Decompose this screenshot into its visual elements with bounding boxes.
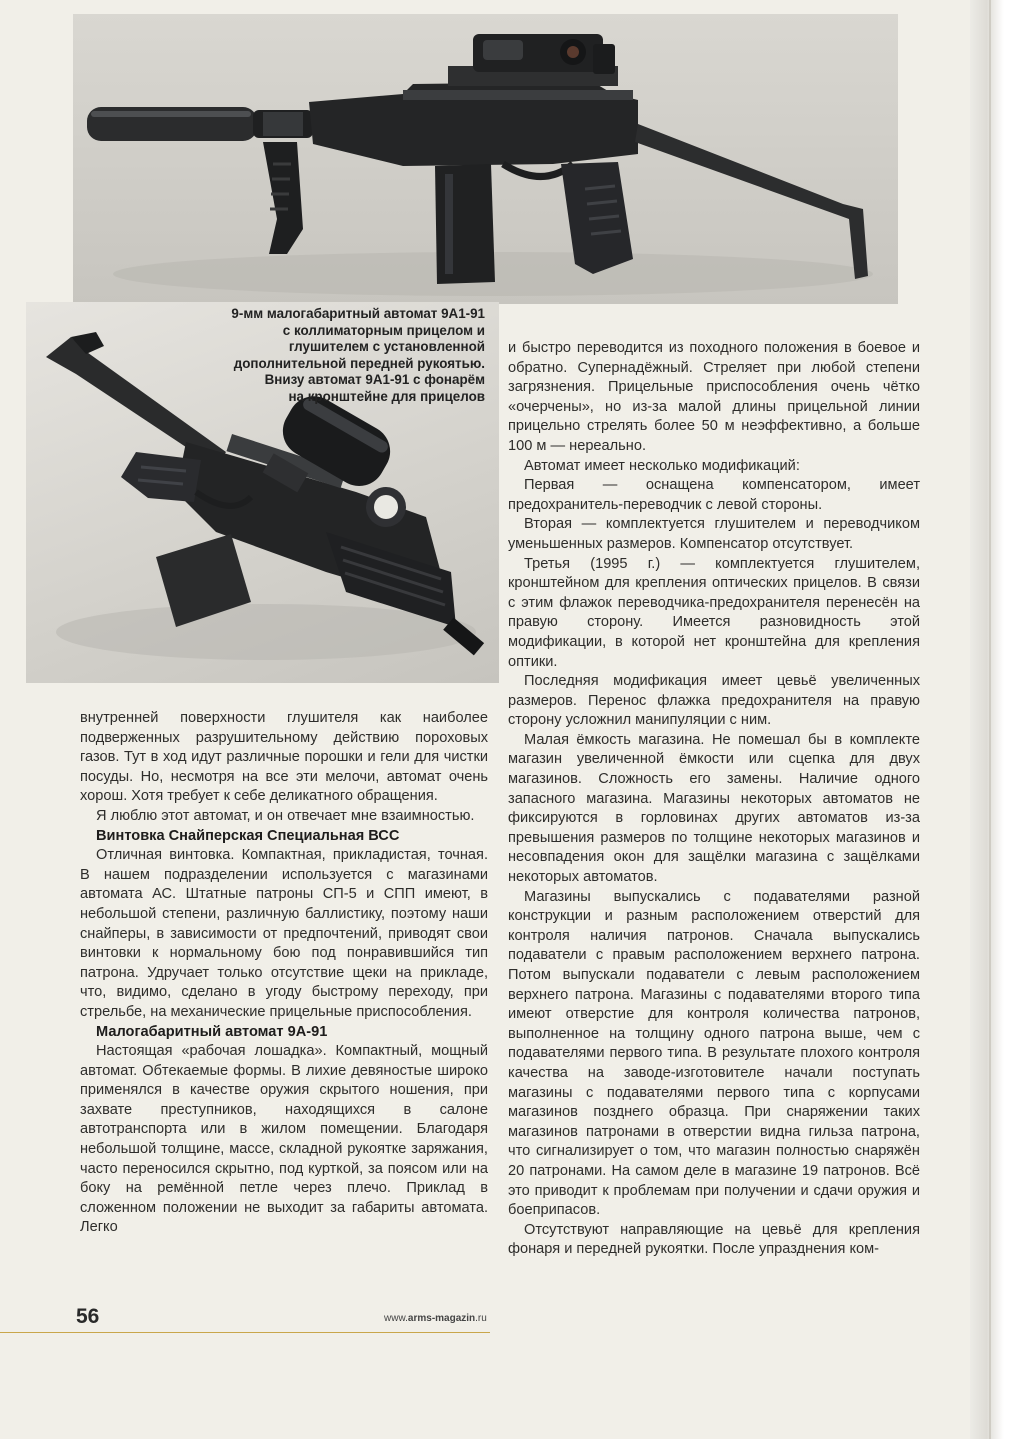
right-text-column bbox=[508, 339, 920, 1260]
caption-line: Внизу автомат 9А1-91 с фонарём bbox=[264, 372, 485, 388]
magazine-url bbox=[384, 1313, 487, 1324]
body-paragraph: Малая ёмкость магазина. Не помешал бы в комплекте магазин увеличенной ёмкости или сцепка для двух магазинов. Сложность его замены. Наличие одного запасного магазина. Магазины некоторых автоматов не фиксируются в горловинах других автоматов из-за превышения размеров по толщине некоторых магазинов и несовпадения окон для защёлки магазина с защёлками некоторых автоматов. bbox=[508, 731, 920, 886]
body-paragraph: Я люблю этот автомат, и он отвечает мне взаимностью. bbox=[96, 807, 475, 824]
page-gutter bbox=[989, 0, 991, 1439]
caption-line: глушителем с установленной bbox=[288, 339, 485, 355]
rifle-with-suppressor-illustration bbox=[73, 14, 898, 304]
caption-line: с коллиматорным прицелом и bbox=[282, 322, 485, 338]
caption-line: дополнительной передней рукоятью. bbox=[233, 355, 485, 371]
body-paragraph: Первая — оснащена компенсатором, имеет предохранитель-переводчик с левой стороны. bbox=[508, 477, 920, 513]
body-paragraph: внутренней поверхности глушителя как наиболее подверженных разрушительному действию пороховых газов. Тут в ход идут различные порошки и гели для чистки посуды. Но, несмотря на все эти мелочи, автомат очень хорош. Хотя требует к себе деликатного обращения. bbox=[80, 710, 488, 805]
url-suffix: .ru bbox=[475, 1313, 487, 1324]
page-number: 56 bbox=[76, 1305, 100, 1328]
body-paragraph: Отличная винтовка. Компактная, прикладистая, точная. В нашем подразделении используется с магазинами автомата АС. Штатные патроны СП-5 и СПП имеют, в небольшой степени, различную баллистику, поэтому наши снайперы, в зависимости от предпочтений, приводят свои винтовки к нормальному бою под понравившийся тип патрона. Удручает только отсутствие щеки на прикладе, что, видимо, сделано в угоду быстрому переходу, при стрельбе, на механические прицельные приспособления. bbox=[80, 847, 488, 1020]
body-paragraph: и быстро переводится из походного положения в боевое и обратно. Супернадёжный. Стреляет при любой степени загрязнения. Прицельные приспособления очень чётко «очерчены», но из-за малой длины прицельной линии прицельно стрелять более 50 м неэффективно, а больше 100 м — нереально. bbox=[508, 340, 920, 454]
body-paragraph: Последняя модификация имеет цевьё увеличенных размеров. Перенос флажка предохранителя на правую сторону усложнил манипуляции с ним. bbox=[508, 673, 920, 729]
left-text-column bbox=[80, 709, 488, 1238]
section-heading: Малогабаритный автомат 9А-91 bbox=[96, 1023, 328, 1040]
body-paragraph: Вторая — комплектуется глушителем и переводчиком уменьшенных размеров. Компенсатор отсутствует. bbox=[508, 516, 920, 552]
photo-caption bbox=[150, 306, 485, 406]
page-edge bbox=[970, 0, 1018, 1439]
body-paragraph: Настоящая «рабочая лошадка». Компактный, мощный автомат. Обтекаемые формы. В лихие девяностые широко применялся в качестве оружия скрытого ношения, при захвате преступников, находящихся в салоне автотранспорта или в жилом помещении. Благодаря небольшой толщине, массе, складной рукоятке заряжания, часто переносился скрытно, под курткой, за поясом или на боку на ремённой петле через плечо. Приклад в сложенном положении не выходит за габариты автомата. Легко bbox=[80, 1043, 488, 1236]
footer-rule bbox=[0, 1332, 490, 1333]
body-paragraph: Магазины выпускались с подавателями разной конструкции и разным расположением отверстий для контроля наличия патронов. Сначала выпускались подаватели с правым расположением верхнего патрона. Потом выпускали подаватели с левым расположением верхнего патрона. Магазины с подавателями второго типа имеют отверстие для контроля количества патронов, выполненное на толщину одного патрона выше, чем с подавателями первого типа. В результате плохого контроля качества на заводе-изготовителе начали поступать магазины с подавателями первого типа с корпусами магазинов позднего образца. При снаряжении таких магазинов патронами в отверстии видна гильза патрона, что сигнализирует о том, что магазин полностью снаряжён 20 патронами. На самом деле в магазине 19 патронов. Всё это приводит к проблемам при получении и сдачи оружия и боеприпасов. bbox=[508, 888, 920, 1219]
caption-line: на кронштейне для прицелов bbox=[288, 388, 485, 404]
body-paragraph: Третья (1995 г.) — комплектуется глушителем, кронштейном для крепления оптических прицелов. В связи с этим флажок переводчика-предохранителя перенесён на правую сторону. Имеется разновидность этой модификации, в которой нет кронштейна для крепления оптики. bbox=[508, 555, 920, 670]
url-prefix: www. bbox=[384, 1313, 408, 1324]
caption-line: 9-мм малогабаритный автомат 9А1-91 bbox=[231, 306, 485, 321]
url-name: arms-magazin bbox=[407, 1313, 476, 1324]
body-paragraph: Автомат имеет несколько модификаций: bbox=[524, 457, 800, 474]
rifle-with-suppressor-photo bbox=[73, 14, 898, 304]
body-paragraph: Отсутствуют направляющие на цевьё для крепления фонаря и передней рукоятки. После упразднения ком- bbox=[508, 1221, 920, 1258]
section-heading: Винтовка Снайперская Специальная ВСС bbox=[96, 827, 400, 844]
